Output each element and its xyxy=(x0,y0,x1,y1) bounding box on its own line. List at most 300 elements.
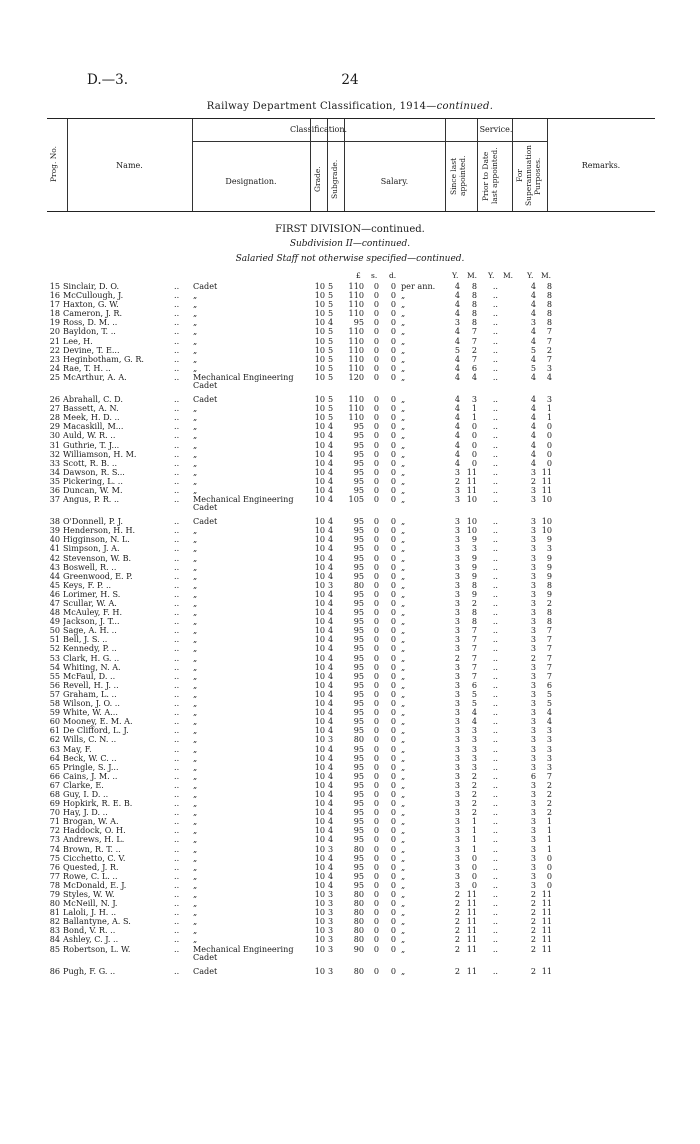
prior-years: .. xyxy=(492,670,498,681)
since-months: 9 xyxy=(471,552,477,563)
salary-period: „ xyxy=(401,698,406,709)
salary-shillings: 0 xyxy=(373,394,379,405)
leader-dots: .. xyxy=(174,403,180,414)
since-years: 2 xyxy=(454,889,460,899)
super-years: 3 xyxy=(530,607,536,618)
since-years: 3 xyxy=(454,807,460,818)
staff-name: McAuley, F. H. xyxy=(63,608,123,618)
super-years: 3 xyxy=(530,616,536,627)
since-months: 7 xyxy=(471,326,477,337)
super-years: 2 xyxy=(530,907,536,918)
table-row xyxy=(0,309,700,318)
since-years: 3 xyxy=(454,725,460,736)
super-months: 7 xyxy=(546,625,552,636)
prior-years: .. xyxy=(492,716,498,727)
since-years: 3 xyxy=(454,779,460,790)
super-months: 7 xyxy=(546,634,552,645)
designation: „ xyxy=(193,484,198,495)
prior-years: .. xyxy=(492,679,498,690)
since-years: 3 xyxy=(454,843,460,854)
super-years: 3 xyxy=(530,716,536,727)
super-months: 11 xyxy=(541,943,552,954)
subgrade: 4 xyxy=(328,688,334,699)
designation: „ xyxy=(193,475,198,486)
prog-no: 55 xyxy=(49,670,60,681)
table-row xyxy=(0,441,700,450)
salary-shillings: 0 xyxy=(373,843,379,854)
salary-pounds: 80 xyxy=(353,843,364,854)
salary-shillings: 0 xyxy=(373,743,379,754)
leader-dots: .. xyxy=(174,516,180,527)
subgrade: 5 xyxy=(328,403,334,414)
salary-period: „ xyxy=(401,421,406,432)
table-row xyxy=(0,459,700,468)
leader-dots: .. xyxy=(174,643,180,654)
table-row xyxy=(0,468,700,477)
since-months: 7 xyxy=(471,634,477,645)
prior-years: .. xyxy=(492,898,498,909)
prior-years: .. xyxy=(492,752,498,763)
since-years: 2 xyxy=(454,943,460,954)
prog-no: 35 xyxy=(49,475,60,486)
salary-pounds: 80 xyxy=(353,916,364,927)
salary-period: „ xyxy=(401,679,406,690)
since-years: 3 xyxy=(454,743,460,754)
salary-period: „ xyxy=(401,725,406,736)
salary-pence: 0 xyxy=(390,281,396,291)
subgrade: 4 xyxy=(328,625,334,636)
salary-pence: 0 xyxy=(390,816,396,827)
super-years: 3 xyxy=(530,870,536,881)
salary-shillings: 0 xyxy=(373,534,379,545)
grade: 10 xyxy=(314,879,325,890)
since-months: 1 xyxy=(471,834,477,845)
table-row xyxy=(0,373,700,390)
salary-pence: 0 xyxy=(390,484,396,495)
super-years: 3 xyxy=(530,807,536,818)
prior-years: .. xyxy=(492,317,498,328)
since-months: 4 xyxy=(471,371,477,382)
salary-shillings: 0 xyxy=(373,825,379,836)
since-years: 2 xyxy=(454,475,460,486)
salary-pence: 0 xyxy=(390,616,396,627)
prior-years: .. xyxy=(492,299,498,310)
since-years: 3 xyxy=(454,484,460,495)
super-years: 4 xyxy=(530,439,536,450)
grade: 10 xyxy=(314,734,325,745)
salary-period: „ xyxy=(401,898,406,909)
leader-dots: .. xyxy=(174,870,180,881)
staff-name: Styles, W. W. xyxy=(63,890,115,899)
salary-pounds: 95 xyxy=(353,788,364,799)
leader-dots: .. xyxy=(174,652,180,663)
since-months: 3 xyxy=(471,743,477,754)
subgrade: 5 xyxy=(328,335,334,346)
leader-dots: .. xyxy=(174,707,180,718)
since-months: 0 xyxy=(471,457,477,468)
salary-shillings: 0 xyxy=(373,457,379,468)
table-row xyxy=(0,626,700,635)
salary-period: „ xyxy=(401,457,406,468)
super-years: 4 xyxy=(530,335,536,346)
leader-dots: .. xyxy=(174,779,180,790)
designation: „ xyxy=(193,317,198,328)
prior-years: .. xyxy=(492,907,498,918)
subgrade: 4 xyxy=(328,516,334,527)
grade: 10 xyxy=(314,916,325,927)
salary-pounds: 95 xyxy=(353,725,364,736)
prog-no: 60 xyxy=(49,716,60,727)
leader-dots: .. xyxy=(174,943,180,954)
super-months: 0 xyxy=(546,457,552,468)
grade: 10 xyxy=(314,834,325,845)
staff-name: Wills, C. N. .. xyxy=(63,735,117,745)
staff-name: Cicchetto, C. V. xyxy=(63,853,126,863)
salary-period: per ann. xyxy=(401,281,436,291)
designation: „ xyxy=(193,403,198,414)
salary-pounds: 80 xyxy=(353,898,364,909)
prog-no: 40 xyxy=(49,534,60,545)
subgrade: 5 xyxy=(328,362,334,373)
prog-no: 59 xyxy=(49,707,60,718)
salary-pence: 0 xyxy=(390,852,396,863)
designation: „ xyxy=(193,834,198,845)
salary-pence: 0 xyxy=(390,634,396,645)
salary-pence: 0 xyxy=(390,870,396,881)
prog-no: 27 xyxy=(49,403,60,414)
salary-period: „ xyxy=(401,943,406,954)
table-row xyxy=(0,845,700,854)
staff-name: Devine, T. E... xyxy=(63,345,120,355)
prior-years: .. xyxy=(492,788,498,799)
salary-pounds: 95 xyxy=(353,543,364,554)
designation: Cadet xyxy=(193,965,218,976)
staff-name: Mooney, E. M. A. xyxy=(63,717,133,727)
salary-pence: 0 xyxy=(390,466,396,477)
leader-dots: .. xyxy=(174,734,180,745)
leader-dots: .. xyxy=(174,430,180,441)
designation: „ xyxy=(193,807,198,818)
salary-period: „ xyxy=(401,430,406,441)
salary-shillings: 0 xyxy=(373,634,379,645)
salary-period: „ xyxy=(401,475,406,486)
designation: „ xyxy=(193,688,198,699)
salary-period: „ xyxy=(401,843,406,854)
designation: „ xyxy=(193,752,198,763)
super-months: 7 xyxy=(546,770,552,781)
salary-shillings: 0 xyxy=(373,475,379,486)
staff-name: Heginbotham, G. R. xyxy=(63,354,144,364)
staff-name: White, W. A... xyxy=(63,708,118,718)
designation: „ xyxy=(193,788,198,799)
super-years: 3 xyxy=(530,534,536,545)
super-months: 9 xyxy=(546,534,552,545)
leader-dots: .. xyxy=(174,543,180,554)
table-row xyxy=(0,935,700,944)
since-years: 3 xyxy=(454,688,460,699)
designation: „ xyxy=(193,421,198,432)
subgrade: 4 xyxy=(328,552,334,563)
leader-dots: .. xyxy=(174,494,180,505)
leader-dots: .. xyxy=(174,861,180,872)
since-months: 8 xyxy=(471,317,477,328)
super-months: 3 xyxy=(546,734,552,745)
prior-years: .. xyxy=(492,634,498,645)
salary-pounds: 95 xyxy=(353,516,364,527)
leader-dots: .. xyxy=(174,916,180,927)
salary-shillings: 0 xyxy=(373,788,379,799)
super-years: 4 xyxy=(530,457,536,468)
col-service: Service. xyxy=(479,125,513,134)
staff-name: Meek, H. D. .. xyxy=(63,413,120,423)
since-months: 6 xyxy=(471,362,477,373)
salary-pence: 0 xyxy=(390,525,396,536)
table-row xyxy=(0,690,700,699)
salary-pounds: 95 xyxy=(353,439,364,450)
super-years: 2 xyxy=(530,889,536,899)
super-years: 3 xyxy=(530,834,536,845)
salary-shillings: 0 xyxy=(373,317,379,328)
prog-no: 34 xyxy=(49,466,60,477)
prog-no: 22 xyxy=(49,344,60,355)
super-months: 4 xyxy=(546,707,552,718)
since-years: 3 xyxy=(454,543,460,554)
column-units xyxy=(0,271,700,281)
super-years: 3 xyxy=(530,588,536,599)
designation: „ xyxy=(193,743,198,754)
super-months: 1 xyxy=(546,816,552,827)
super-months: 8 xyxy=(546,290,552,301)
since-years: 3 xyxy=(454,661,460,672)
salary-period: „ xyxy=(401,870,406,881)
salary-period: „ xyxy=(401,807,406,818)
since-months: 0 xyxy=(471,861,477,872)
designation: „ xyxy=(193,798,198,809)
designation: „ xyxy=(193,716,198,727)
staff-name: Keys, F. P. .. xyxy=(63,580,112,590)
leader-dots: .. xyxy=(174,525,180,536)
prog-no: 44 xyxy=(49,570,60,581)
salary-pence: 0 xyxy=(390,430,396,441)
super-months: 3 xyxy=(546,761,552,772)
salary-period: „ xyxy=(401,643,406,654)
grade: 10 xyxy=(314,335,325,346)
leader-dots: .. xyxy=(174,534,180,545)
salary-pounds: 95 xyxy=(353,879,364,890)
subgrade: 4 xyxy=(328,598,334,608)
super-years: 3 xyxy=(530,879,536,890)
super-years: 3 xyxy=(530,816,536,827)
subgrade: 4 xyxy=(328,475,334,486)
since-years: 3 xyxy=(454,852,460,863)
table-row xyxy=(0,517,700,526)
super-years: 3 xyxy=(530,843,536,854)
since-months: 8 xyxy=(471,607,477,618)
super-months: 0 xyxy=(546,421,552,432)
staff-name: Brown, R. T. .. xyxy=(63,844,121,854)
since-months: 5 xyxy=(471,688,477,699)
salary-shillings: 0 xyxy=(373,616,379,627)
since-months: 8 xyxy=(471,281,477,291)
salary-pounds: 95 xyxy=(353,607,364,618)
salary-pence: 0 xyxy=(390,861,396,872)
table-row xyxy=(0,754,700,763)
salary-shillings: 0 xyxy=(373,907,379,918)
super-months: 7 xyxy=(546,652,552,663)
super-months: 9 xyxy=(546,570,552,581)
prog-no: 46 xyxy=(49,588,60,599)
super-years: 2 xyxy=(530,898,536,909)
leader-dots: .. xyxy=(174,770,180,781)
leader-dots: .. xyxy=(174,798,180,809)
since-months: 11 xyxy=(466,475,477,486)
prog-no: 85 xyxy=(49,943,60,954)
since-months: 7 xyxy=(471,661,477,672)
prog-no: 80 xyxy=(49,898,60,909)
staff-name: McNeill, N. J. xyxy=(63,899,118,909)
salary-period: „ xyxy=(401,707,406,718)
leader-dots: .. xyxy=(174,698,180,709)
prog-no: 66 xyxy=(49,770,60,781)
since-years: 3 xyxy=(454,670,460,681)
super-months: 4 xyxy=(546,371,552,382)
super-years: 3 xyxy=(530,484,536,495)
prior-years: .. xyxy=(492,688,498,699)
subgrade: 4 xyxy=(328,834,334,845)
table-row xyxy=(0,617,700,626)
prog-no: 71 xyxy=(49,816,60,827)
page-number: 24 xyxy=(341,72,359,88)
table-row xyxy=(0,599,700,608)
super-years: 3 xyxy=(530,466,536,477)
leader-dots: .. xyxy=(174,625,180,636)
super-years: 3 xyxy=(530,752,536,763)
grade: 10 xyxy=(314,308,325,319)
staff-name: Williamson, H. M. xyxy=(63,449,137,459)
salary-pence: 0 xyxy=(390,843,396,854)
since-years: 3 xyxy=(454,734,460,745)
prog-no: 30 xyxy=(49,430,60,441)
grade: 10 xyxy=(314,679,325,690)
since-months: 11 xyxy=(466,916,477,927)
prior-years: .. xyxy=(492,457,498,468)
grade: 10 xyxy=(314,688,325,699)
prog-no: 21 xyxy=(49,335,60,346)
unit-months-2: M. xyxy=(503,271,514,280)
prior-years: .. xyxy=(492,943,498,954)
prog-no: 45 xyxy=(49,579,60,590)
staff-name: Whiting, N. A. xyxy=(63,662,121,672)
grade: 10 xyxy=(314,290,325,301)
salary-shillings: 0 xyxy=(373,579,379,590)
super-months: 0 xyxy=(546,879,552,890)
prog-no: 78 xyxy=(49,879,60,890)
salary-period: „ xyxy=(401,652,406,663)
salary-pence: 0 xyxy=(390,943,396,954)
salary-pounds: 95 xyxy=(353,652,364,663)
super-years: 4 xyxy=(530,290,536,301)
prog-no: 15 xyxy=(49,281,60,291)
salary-pounds: 110 xyxy=(348,412,364,423)
salary-pounds: 90 xyxy=(353,943,364,954)
prior-years: .. xyxy=(492,552,498,563)
grade: 10 xyxy=(314,643,325,654)
since-years: 3 xyxy=(454,494,460,505)
super-years: 4 xyxy=(530,371,536,382)
division-heading: FIRST DIVISION—continued. xyxy=(275,224,425,235)
salary-period: „ xyxy=(401,779,406,790)
since-months: 8 xyxy=(471,616,477,627)
subgrade: 3 xyxy=(328,925,334,936)
since-years: 3 xyxy=(454,816,460,827)
salary-period: „ xyxy=(401,579,406,590)
salary-pence: 0 xyxy=(390,448,396,459)
leader-dots: .. xyxy=(174,852,180,863)
salary-period: „ xyxy=(401,308,406,319)
subgrade: 3 xyxy=(328,579,334,590)
grade: 10 xyxy=(314,670,325,681)
leader-dots: .. xyxy=(174,843,180,854)
col-since-last: Since last appointed. xyxy=(449,155,467,197)
since-months: 3 xyxy=(471,752,477,763)
salary-pence: 0 xyxy=(390,925,396,936)
table-row xyxy=(0,663,700,672)
since-years: 3 xyxy=(454,679,460,690)
since-months: 8 xyxy=(471,579,477,590)
salary-pence: 0 xyxy=(390,403,396,414)
since-years: 3 xyxy=(454,879,460,890)
unit-months-3: M. xyxy=(541,271,552,280)
salary-pence: 0 xyxy=(390,889,396,899)
col-grade: Grade. xyxy=(313,166,322,192)
prog-no: 26 xyxy=(49,394,60,405)
since-months: 11 xyxy=(466,925,477,936)
salary-period: „ xyxy=(401,439,406,450)
salary-pence: 0 xyxy=(390,299,396,310)
super-years: 2 xyxy=(530,965,536,976)
since-years: 4 xyxy=(454,439,460,450)
prior-years: .. xyxy=(492,308,498,319)
super-years: 3 xyxy=(530,598,536,608)
prior-years: .. xyxy=(492,870,498,881)
salary-pence: 0 xyxy=(390,344,396,355)
since-years: 3 xyxy=(454,525,460,536)
leader-dots: .. xyxy=(174,679,180,690)
designation: „ xyxy=(193,861,198,872)
table-row xyxy=(0,654,700,663)
since-months: 7 xyxy=(471,335,477,346)
salary-period: „ xyxy=(401,743,406,754)
prior-years: .. xyxy=(492,525,498,536)
since-months: 11 xyxy=(466,934,477,945)
grade: 10 xyxy=(314,870,325,881)
salary-pence: 0 xyxy=(390,326,396,337)
leader-dots: .. xyxy=(174,371,180,382)
grade: 10 xyxy=(314,299,325,310)
salary-shillings: 0 xyxy=(373,439,379,450)
salary-shillings: 0 xyxy=(373,561,379,572)
leader-dots: .. xyxy=(174,326,180,337)
prog-no: 23 xyxy=(49,353,60,364)
super-months: 8 xyxy=(546,579,552,590)
salary-pounds: 95 xyxy=(353,770,364,781)
subgrade: 4 xyxy=(328,770,334,781)
prog-no: 86 xyxy=(49,965,60,976)
designation-line2: Cadet xyxy=(193,951,218,962)
salary-shillings: 0 xyxy=(373,570,379,581)
since-months: 8 xyxy=(471,299,477,310)
designation: „ xyxy=(193,308,198,319)
